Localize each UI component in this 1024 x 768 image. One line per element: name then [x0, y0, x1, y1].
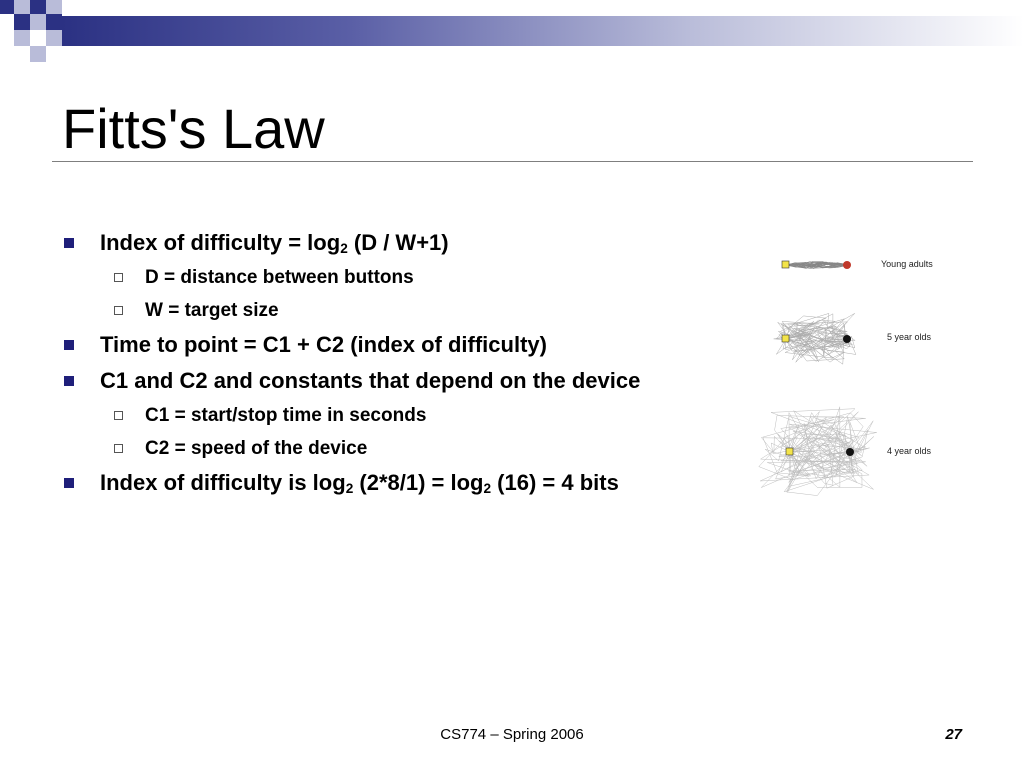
deco-square	[14, 30, 30, 46]
figure-label: 5 year olds	[887, 332, 932, 342]
deco-square	[30, 0, 46, 14]
deco-square	[30, 46, 46, 62]
sub-bullet-item	[62, 435, 722, 462]
sub-bullet-item	[62, 297, 722, 324]
deco-square	[30, 14, 46, 30]
deco-square	[14, 0, 30, 14]
start-square-icon	[782, 261, 789, 268]
deco-square	[46, 0, 62, 14]
deco-square	[46, 30, 62, 46]
bullet-text: Index of difficulty = $\log_2 (D / W+1)$	[100, 230, 449, 256]
bullet-item	[62, 330, 722, 360]
target-dot-icon	[843, 261, 851, 269]
square-bullet-icon	[64, 340, 74, 350]
title-divider	[52, 161, 973, 162]
deco-square	[46, 14, 62, 30]
hollow-square-bullet-icon	[114, 273, 123, 282]
figure-label: 4 year olds	[887, 446, 932, 456]
sub-bullet-text: W = target size	[145, 300, 279, 321]
target-dot-icon	[843, 335, 851, 343]
start-square-icon	[786, 448, 793, 455]
four-year-olds-trajectories	[759, 407, 877, 496]
deco-square	[0, 0, 14, 14]
square-bullet-icon	[64, 376, 74, 386]
bullet-text: Index of difficulty is $\log_2 (2*8/1) = \log_2 (16) = 4$ bits	[100, 470, 619, 496]
hollow-square-bullet-icon	[114, 306, 123, 315]
page-number: 27	[945, 726, 962, 743]
five-year-olds-trajectories	[774, 313, 856, 364]
sub-bullet-text: C2 = speed of the device	[145, 438, 368, 459]
bullet-text: Time to point = C1 + C2 (index of difficulty)	[100, 332, 547, 357]
bullet-item	[62, 228, 722, 258]
sub-bullet-item	[62, 264, 722, 291]
target-dot-icon	[846, 448, 854, 456]
trajectory-plot	[733, 244, 973, 544]
pointing-trajectories-figure	[733, 244, 973, 544]
square-bullet-icon	[64, 478, 74, 488]
start-square-icon	[782, 335, 789, 342]
bullet-item	[62, 468, 722, 498]
slide-title: Fitts's Law	[62, 97, 325, 160]
bullet-list	[62, 228, 722, 504]
young-adults-trajectories	[782, 261, 851, 269]
square-bullet-icon	[64, 238, 74, 248]
deco-square	[14, 14, 30, 30]
bullet-item	[62, 366, 660, 396]
hollow-square-bullet-icon	[114, 444, 123, 453]
bullet-text: C1 and C2 and constants that depend on the device	[100, 368, 641, 393]
sub-bullet-text: D = distance between buttons	[145, 267, 414, 288]
header-gradient-bar	[62, 16, 1024, 46]
slide-footer: CS774 – Spring 2006	[440, 726, 584, 743]
figure-label: Young adults	[881, 259, 933, 269]
sub-bullet-item	[62, 402, 722, 429]
sub-bullet-text: C1 = start/stop time in seconds	[145, 405, 427, 426]
hollow-square-bullet-icon	[114, 411, 123, 420]
header-decoration	[0, 0, 1024, 64]
